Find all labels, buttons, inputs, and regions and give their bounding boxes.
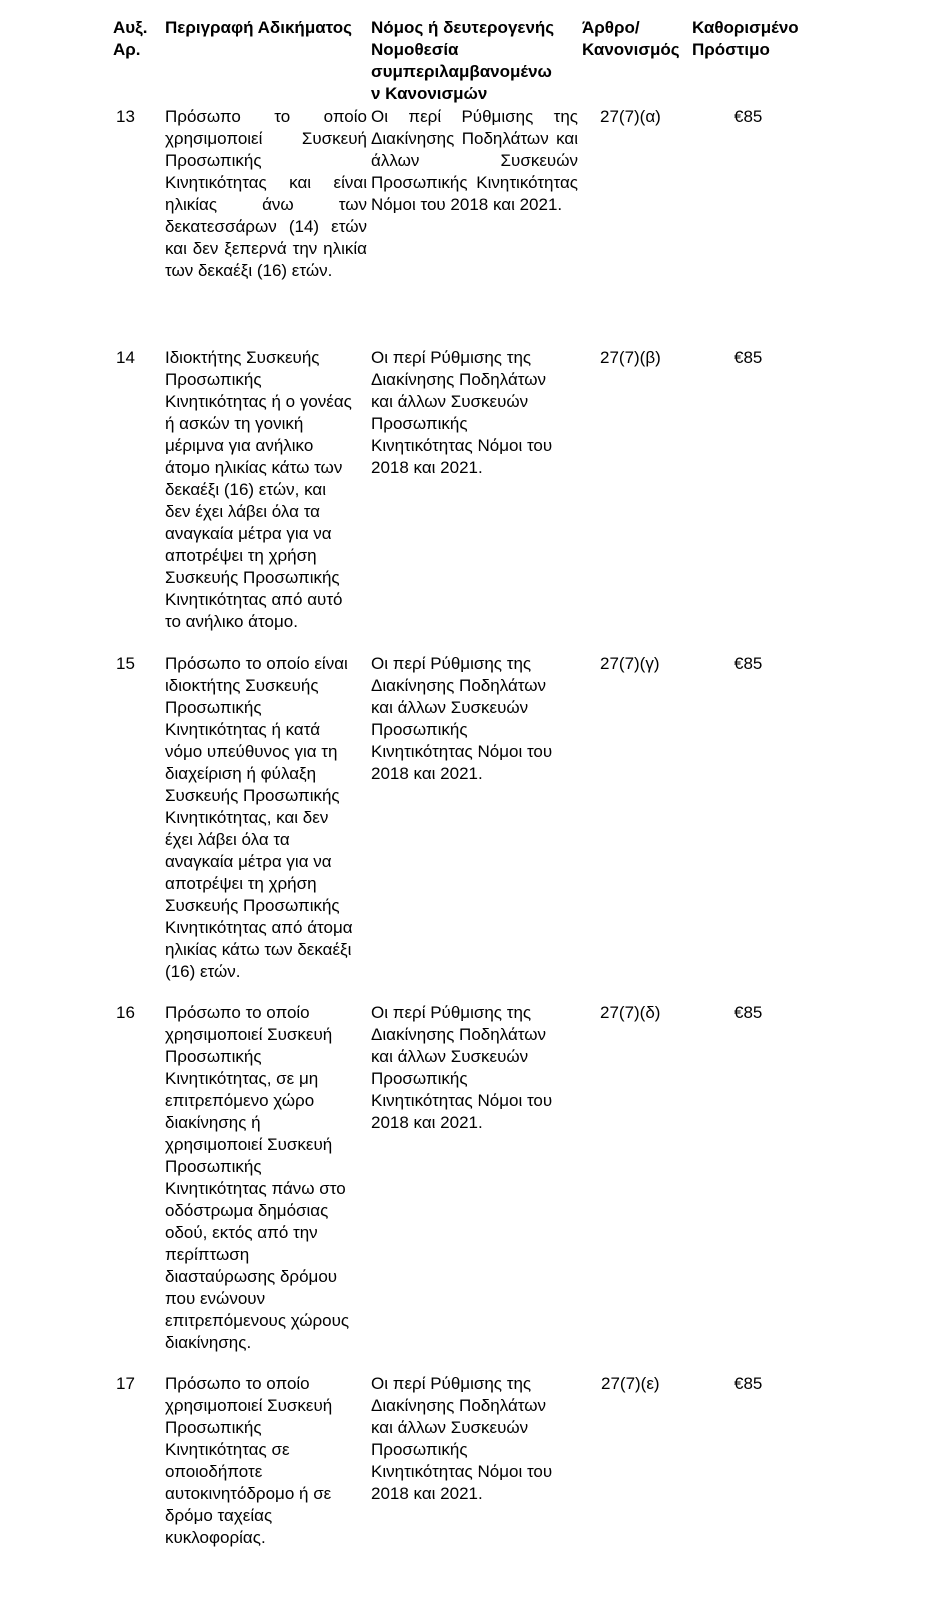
row-description: Ιδιοκτήτης Συσκευής Προσωπικής Κινητικότητας ή ο γονέας ή ασκών τη γονική μέριμνα για ανήλικο άτομο ηλικίας κάτω των δεκαέξι (16) ετών, και δεν έχει λάβει όλα τα αναγκαία μέτρα για να αποτρέψει τη χρήση Συσκευής Προσωπικής Κινητικότητας από αυτό το ανήλικο άτομο. (165, 348, 352, 631)
row-number: 13 (116, 107, 135, 126)
row-number: 17 (116, 1374, 135, 1393)
row-description: Πρόσωπο το οποίο χρησιμοποιεί Συσκευή Προσωπικής Κινητικότητας σε οποιοδήποτε αυτοκινητόδρομο ή σε δρόμο ταχείας κυκλοφορίας. (165, 1374, 333, 1547)
row-article: 27(7)(γ) (600, 654, 660, 673)
row-law: Οι περί Ρύθμισης της Διακίνησης Ποδηλάτων και άλλων Συσκευών Προσωπικής Κινητικότητας Νόμοι του 2018 και 2021. (371, 1003, 553, 1132)
header-fine: Καθορισμένο Πρόστιμο (692, 18, 799, 59)
row-fine: €85 (734, 654, 763, 673)
row-law: Οι περί Ρύθμισης της Διακίνησης Ποδηλάτων και άλλων Συσκευών Προσωπικής Κινητικότητας Νόμοι του 2018 και 2021. (371, 654, 553, 783)
header-description: Περιγραφή Αδικήματος (165, 18, 353, 37)
row-article: 27(7)(β) (600, 348, 661, 367)
row-law: Οι περί Ρύθμισης της Διακίνησης Ποδηλάτων και άλλων Συσκευών Προσωπικής Κινητικότητας Νόμοι του 2018 και 2021. (371, 348, 553, 477)
row-law: Οι περί Ρύθμισης της Διακίνησης Ποδηλάτων και άλλων Συσκευών Προσωπικής Κινητικότητας Νόμοι του 2018 και 2021. (371, 107, 578, 214)
row-description: Πρόσωπο το οποίο χρησιμοποιεί Συσκευή Προσωπικής Κινητικότητας και είναι ηλικίας άνω των δεκατεσσάρων (14) ετών και δεν ξεπερνά την ηλικία των δεκαέξι (16) ετών. (165, 107, 367, 280)
row-number: 14 (116, 348, 135, 367)
header-no: Αυξ. Αρ. (113, 18, 148, 59)
row-description: Πρόσωπο το οποίο χρησιμοποιεί Συσκευή Προσωπικής Κινητικότητας, σε μη επιτρεπόμενο χώρο διακίνησης ή χρησιμοποιεί Συσκευή Προσωπικής Κινητικότητας πάνω στο οδόστρωμα δημόσιας οδού, εκτός από την περίπτωση διασταύρωσης δρόμου που ενώνουν επιτρεπόμενους χώρους διακίνησης. (165, 1003, 350, 1352)
row-article: 27(7)(ε) (601, 1374, 660, 1393)
row-number: 15 (116, 654, 135, 673)
row-fine: €85 (734, 1374, 763, 1393)
header-law: Νόμος ή δευτερογενής Νομοθεσία συμπεριλαμβανομένω ν Κανονισμών (371, 18, 555, 103)
row-article: 27(7)(α) (600, 107, 661, 126)
header-article: Άρθρο/ Κανονισμός (582, 18, 680, 59)
row-description: Πρόσωπο το οποίο είναι ιδιοκτήτης Συσκευής Προσωπικής Κινητικότητας ή κατά νόμο υπεύθυνος για τη διαχείριση ή φύλαξη Συσκευής Προσωπικής Κινητικότητας, και δεν έχει λάβει όλα τα αναγκαία μέτρα για να αποτρέψει τη χρήση Συσκευής Προσωπικής Κινητικότητας από άτομα ηλικίας κάτω των δεκαέξι (16) ετών. (165, 654, 353, 981)
row-number: 16 (116, 1003, 135, 1022)
row-fine: €85 (734, 348, 763, 367)
row-law: Οι περί Ρύθμισης της Διακίνησης Ποδηλάτων και άλλων Συσκευών Προσωπικής Κινητικότητας Νόμοι του 2018 και 2021. (371, 1374, 553, 1503)
row-article: 27(7)(δ) (600, 1003, 661, 1022)
row-fine: €85 (734, 107, 763, 126)
row-fine: €85 (734, 1003, 763, 1022)
